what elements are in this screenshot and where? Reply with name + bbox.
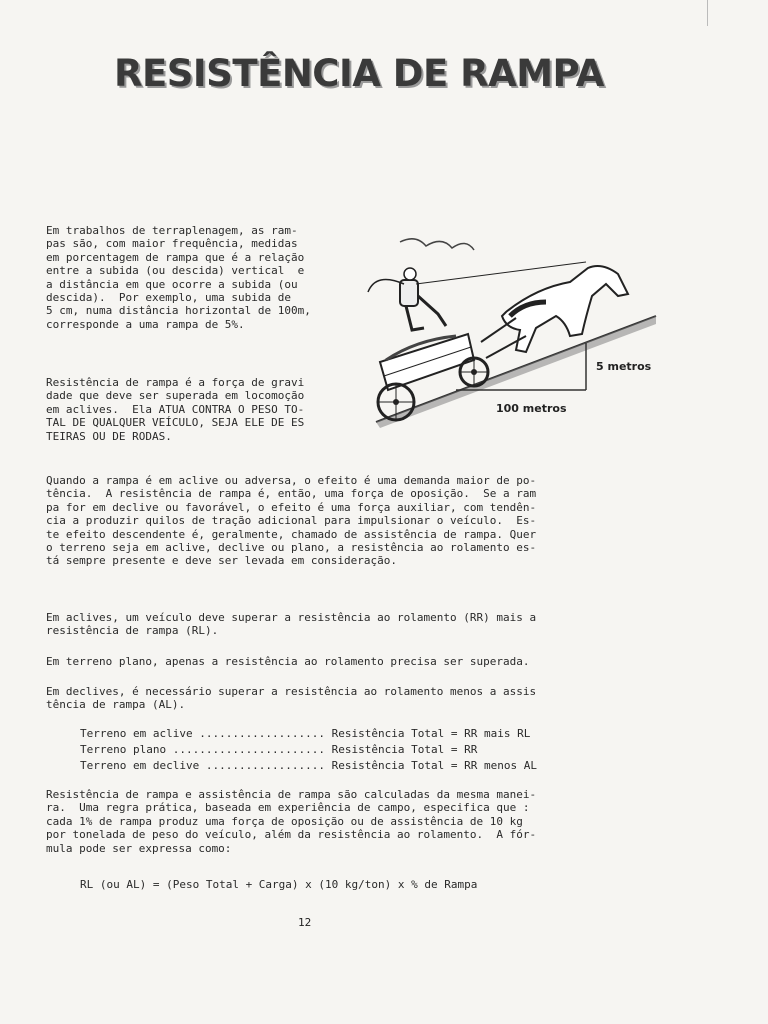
aclive-paragraph: Quando a rampa é em aclive ou adversa, o efeito é uma demanda maior de po- tência. A resistência de rampa é, então, uma força de oposição. Se a ram pa for em declive ou favorável, o efeito é uma força auxiliar, com tendên- cia a produzir quilos de tração adicional para impulsionar o veículo. Es- te efeito descendente é, geralmente, chamado de assistência de rampa. Quer o terreno seja em aclive, declive ou plano, a resistência ao rolamento es- tá sempre presente e deve ser levada em consideração. [46,474,537,568]
height-label: 5 metros [596,360,652,373]
intro-paragraph: Em trabalhos de terraplenagem, as ram- pas são, com maior frequência, medidas em porcentagem de rampa que é a relação entre a subida (ou descida) vertical e a distância em que ocorre a subida (ou descida). Por exemplo, uma subida de 5 cm, numa distância horizontal de 100m, corresponde a uma rampa de 5%. [46,224,311,331]
distance-label: 100 metros [496,402,567,415]
wagon-ramp-illustration [356,232,668,438]
plano-paragraph: Em terreno plano, apenas a resistência ao rolamento precisa ser superada. [46,655,530,668]
terrain-row: Terreno plano ....................... Resistência Total = RR [80,743,478,756]
terrain-row: Terreno em declive .................. Resistência Total = RR menos AL [80,759,537,772]
scan-corner-mark [707,0,760,26]
horse-wagon-slope-drawing [356,232,668,438]
regra-paragraph: Resistência de rampa e assistência de rampa são calculadas da mesma manei- ra. Uma regra prática, baseada em experiência de campo, especifica que : cada 1% de rampa produz uma força de oposição ou de assistência de 10 kg por tonelada de peso do veículo, além da resistência ao rolamento. A fór- mula pode ser expressa como: [46,788,537,855]
page-number: 12 [298,916,312,929]
page-title: RESISTÊNCIA DE RAMPA [114,52,604,95]
aclives-rr-paragraph: Em aclives, um veículo deve superar a resistência ao rolamento (RR) mais a resistência de rampa (RL). [46,611,537,638]
declives-paragraph: Em declives, é necessário superar a resistência ao rolamento menos a assis tência de rampa (AL). [46,685,537,712]
terrain-row: Terreno em aclive ................... Resistência Total = RR mais RL [80,727,531,740]
formula: RL (ou AL) = (Peso Total + Carga) x (10 kg/ton) x % de Rampa [80,878,478,891]
definition-paragraph: Resistência de rampa é a força de gravi dade que deve ser superada em locomoção em aclives. Ela ATUA CONTRA O PESO TO- TAL DE QUALQUER VEÍCULO, SEJA ELE DE ES TEIRAS OU DE RODAS. [46,376,305,443]
